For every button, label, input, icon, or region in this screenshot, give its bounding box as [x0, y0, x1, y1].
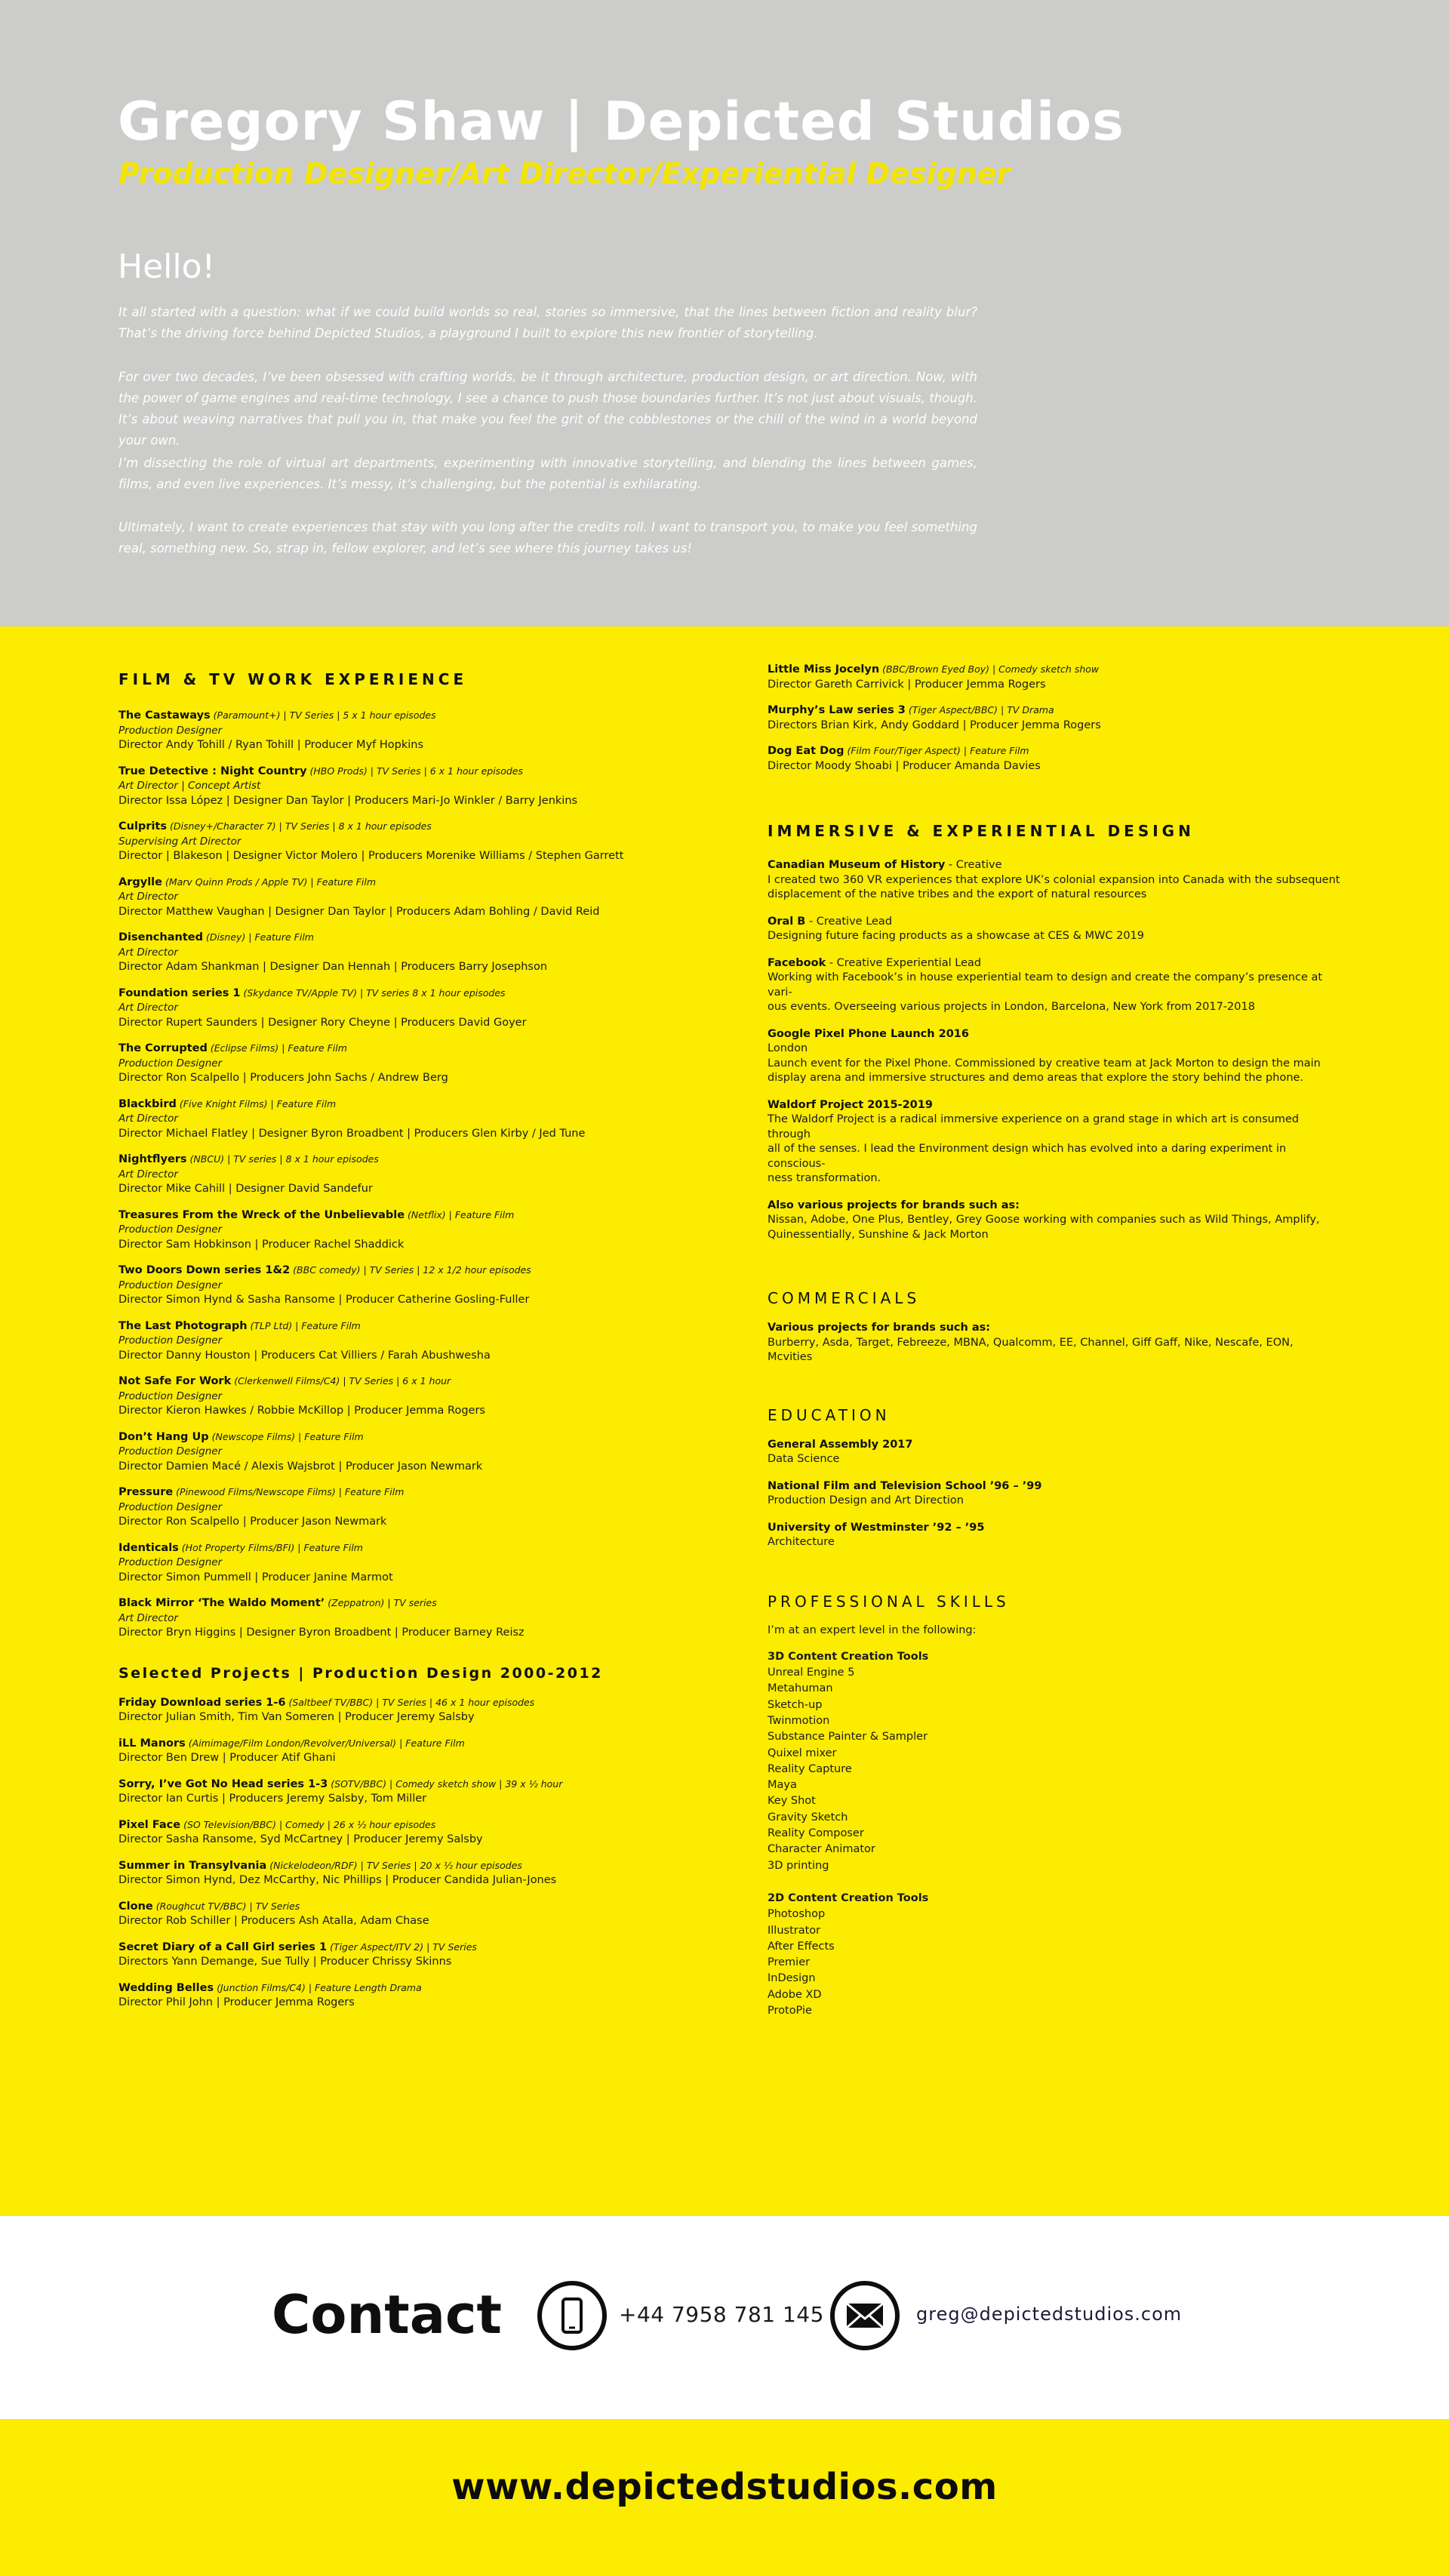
info-line: I created two 360 VR experiences that explore UK’s colonial expansion into Canada with the subsequent [768, 873, 1340, 886]
credit-meta: (Disney) | [202, 931, 255, 943]
credit-title: Wedding Belles [118, 1981, 214, 1994]
credit-heading [118, 1858, 722, 1874]
credit-title: Little Miss Jocelyn [768, 663, 880, 676]
info-line: Production Design and Art Direction [768, 1494, 964, 1507]
info-subtitle: - Creative Lead [805, 915, 893, 928]
credit-people: Director Adam Shankman | Designer Dan Hennah | Producers Barry Josephson [118, 961, 548, 973]
credit-entry [768, 743, 1341, 774]
credit-format: Feature Film [454, 1208, 515, 1220]
credit-title: Identicals [118, 1541, 179, 1554]
skill-item: 3D printing [768, 1859, 829, 1872]
credit-role: Art Director | Concept Artist [118, 780, 261, 792]
credit-format: Feature Film [304, 1430, 364, 1442]
section-title-selected: Selected Projects | Production Design 2000-2012 [118, 1664, 603, 1682]
info-heading [768, 956, 1341, 971]
credit-format: (BBC/Brown Eyed Boy) | Comedy sketch show [882, 663, 1100, 675]
credit-entry [118, 1777, 722, 1807]
immersive-list [768, 858, 1341, 1242]
credit-format: TV series | 8 x 1 hour episodes [233, 1153, 379, 1165]
info-line: Working with Facebook’s in house experiential team to design and create the company’s presence at vari- [768, 971, 1323, 999]
section-title-immersive: IMMERSIVE & EXPERIENTIAL DESIGN [768, 822, 1195, 840]
credit-role: Production Designer [118, 1334, 223, 1346]
credit-meta: (Pinewood Films/Newscope Films) | [173, 1486, 345, 1497]
credit-entry [118, 1596, 722, 1641]
skill-item: Photoshop [768, 1908, 826, 1921]
credit-entry [118, 1097, 722, 1142]
info-title: University of Westminster ’92 – ’95 [768, 1521, 985, 1534]
info-line: Launch event for the Pixel Phone. Commissioned by creative team at Jack Morton to design the main [768, 1057, 1321, 1069]
right-column [768, 662, 1341, 2036]
credit-entry [118, 1899, 722, 1929]
credit-people: Director Kieron Hawkes / Robbie McKillop | Producer Jemma Rogers [118, 1405, 485, 1417]
credit-entry [118, 986, 722, 1031]
credit-heading [118, 1736, 722, 1752]
credit-title: Pressure [118, 1486, 174, 1498]
credit-format: (Junction Films/C4) | Feature Length Drama [217, 1981, 422, 1993]
credit-title: Murphy’s Law series 3 [768, 704, 906, 716]
info-subtitle: - Creative Experiential Lead [826, 956, 982, 969]
credit-people: Director Ian Curtis | Producers Jeremy Salsby, Tom Miller [118, 1793, 427, 1805]
credit-format: TV Series | 5 x 1 hour episodes [289, 709, 436, 721]
credit-title: Secret Diary of a Call Girl series 1 [118, 1940, 328, 1953]
info-title: Facebook [768, 956, 826, 969]
skill-item: Sketch-up [768, 1698, 823, 1711]
hero-header [0, 0, 1449, 626]
skill-item: Metahuman [768, 1682, 833, 1695]
credit-format: (Film Four/Tiger Aspect) | Feature Film [847, 745, 1029, 756]
credit-format: Feature Film [344, 1486, 405, 1497]
credit-heading [118, 1817, 722, 1833]
credit-heading [118, 819, 722, 835]
credit-entry [768, 662, 1341, 692]
info-line: Burberry, Asda, Target, Febreeze, MBNA, Qualcomm, EE, Channel, Giff Gaff, Nike, Nescafe, EON, Mcvities [768, 1336, 1294, 1363]
credit-entry [118, 1940, 722, 1970]
credit-format: TV Series | 6 x 1 hour [349, 1375, 451, 1386]
credit-entry [118, 1540, 722, 1586]
info-line: Designing future facing products as a showcase at CES & MWC 2019 [768, 930, 1145, 942]
credit-title: Clone [118, 1900, 153, 1913]
info-entry [768, 1521, 1341, 1550]
credit-heading [768, 743, 1341, 759]
info-title: Waldorf Project 2015-2019 [768, 1098, 933, 1111]
credit-format: TV series [393, 1597, 437, 1608]
credit-heading [118, 986, 722, 1002]
credit-entry [118, 1041, 722, 1086]
credit-title: Dog Eat Dog [768, 745, 844, 757]
credit-entry [118, 819, 722, 864]
skill-item: Reality Composer [768, 1827, 864, 1840]
credit-heading [118, 1263, 722, 1279]
phone-number-link[interactable]: +44 7958 781 145 [619, 2302, 824, 2327]
credit-people: Director Matthew Vaughan | Designer Dan Taylor | Producers Adam Bohling / David Reid [118, 905, 600, 918]
credit-title: Disenchanted [118, 931, 203, 943]
credit-format: (Roughcut TV/BBC) | TV Series [155, 1900, 300, 1912]
credit-people: Director Issa López | Designer Dan Taylor | Producers Mari-Jo Winkler / Barry Jenkins [118, 794, 578, 807]
credit-people: Director Danny Houston | Producers Cat Villiers / Farah Abushwesha [118, 1349, 491, 1362]
credit-format: (Nickelodeon/RDF) | TV Series | 20 x ½ hour episodes [269, 1859, 522, 1871]
intro-paragraph: I’m dissecting the role of virtual art departments, experimenting with innovative storytelling, and blending the lines between games, films, and even live experiences. It’s messy, it’s challenging, but the potential is exhilarating. [118, 456, 977, 491]
credit-meta: (Marv Quinn Prods / Apple TV) | [162, 876, 317, 888]
info-heading [768, 1521, 1341, 1536]
credit-meta: (Five Knight Films) | [176, 1097, 277, 1109]
email-link[interactable]: greg@depictedstudios.com [916, 2304, 1183, 2325]
info-line: displacement of the native tribes and the export of natural resources [768, 888, 1147, 900]
skill-item: Gravity Sketch [768, 1811, 848, 1824]
credit-people: Director Phil John | Producer Jemma Rogers [118, 1996, 355, 2008]
credit-role: Production Designer [118, 1445, 223, 1457]
credit-entry [118, 1430, 722, 1475]
info-entry [768, 1098, 1341, 1186]
credit-entry [118, 875, 722, 920]
credit-format: Feature Film [303, 1541, 363, 1553]
credit-format: Feature Film [254, 931, 314, 943]
credit-people: Director Andy Tohill / Ryan Tohill | Producer Myf Hopkins [118, 739, 424, 751]
credit-title: The Corrupted [118, 1042, 208, 1054]
credit-people: Director Sam Hobkinson | Producer Rachel Shaddick [118, 1238, 405, 1251]
credit-title: The Castaways [118, 709, 211, 722]
credit-meta: (NBCU) | [186, 1153, 234, 1165]
skill-group [768, 1891, 1341, 2019]
selected-projects-list [118, 1695, 722, 2011]
info-line: display arena and immersive structures and demo areas that explore the story behind the phone. [768, 1072, 1304, 1084]
credit-role: Production Designer [118, 1556, 223, 1568]
credit-title: Not Safe For Work [118, 1375, 232, 1387]
credit-title: Argylle [118, 876, 162, 888]
credit-heading [118, 1319, 722, 1334]
credit-people: Director Ron Scalpello | Producers John Sachs / Andrew Berg [118, 1072, 448, 1084]
credit-heading [118, 764, 722, 780]
credit-entry [768, 703, 1341, 733]
skills-intro: I’m at an expert level in the following: [768, 1623, 977, 1636]
skill-item: Substance Painter & Sampler [768, 1731, 928, 1743]
credit-role: Art Director [118, 891, 178, 903]
credit-title: Culprits [118, 820, 167, 833]
skill-group [768, 1649, 1341, 1874]
credit-role: Art Director [118, 1113, 178, 1125]
info-heading [768, 915, 1341, 930]
section-title-commercials: COMMERCIALS [768, 1289, 921, 1307]
section-title-skills: PROFESSIONAL SKILLS [768, 1592, 1010, 1611]
credit-people: Director Ben Drew | Producer Atif Ghani [118, 1752, 336, 1764]
credit-title: True Detective : Night Country [118, 765, 307, 777]
credit-people: Director Simon Hynd & Sasha Ransome | Producer Catherine Gosling-Fuller [118, 1294, 530, 1306]
credit-people: Director Bryn Higgins | Designer Byron Broadbent | Producer Barney Reisz [118, 1627, 525, 1639]
phone-icon [537, 2281, 607, 2350]
info-line: all of the senses. I lead the Environment design which has evolved into a daring experiment in conscious- [768, 1143, 1287, 1170]
credit-heading [118, 1374, 722, 1390]
credit-title: Nightflyers [118, 1153, 187, 1165]
credit-title: Friday Download series 1-6 [118, 1696, 286, 1709]
credit-entry [118, 1374, 722, 1419]
credit-people: Director Michael Flatley | Designer Byron Broadbent | Producers Glen Kirby / Jed Tune [118, 1127, 586, 1140]
credit-role: Production Designer [118, 1390, 223, 1402]
credit-heading [118, 1596, 722, 1611]
credit-meta: (Disney+/Character 7) | [167, 820, 285, 832]
greeting-heading: Hello! [118, 248, 216, 286]
credit-role: Production Designer [118, 1223, 223, 1236]
credit-meta: (BBC comedy) | TV Series | 12 x 1/2 hour episodes [290, 1264, 531, 1276]
footer [0, 2419, 1449, 2576]
info-entry [768, 1027, 1341, 1086]
info-heading [768, 1199, 1341, 1214]
credit-meta: (Newscope Films) | [208, 1430, 305, 1442]
credit-title: iLL Manors [118, 1737, 186, 1750]
info-heading [768, 858, 1341, 873]
credit-format: Feature Film [276, 1097, 337, 1109]
credit-people: Director Sasha Ransome, Syd McCartney | Producer Jeremy Salsby [118, 1833, 483, 1845]
intro-paragraph: For over two decades, I’ve been obsessed with crafting worlds, be it through architecture, production design, or art direction. Now, with the power of game engines and real-time technology, I see a chance to push those boundaries further. It’s not just about visuals, though. It’s about weaving narratives that pull you in, that make you feel the grit of the cobblestones or the chill of the wind in a world beyond your own. [118, 370, 977, 448]
credit-entry [118, 764, 722, 809]
credit-role: Production Designer [118, 724, 223, 737]
credit-meta: (Hot Property Films/BFI) | [178, 1541, 304, 1553]
credit-heading [118, 1041, 722, 1057]
credit-meta: (Netflix) | [405, 1208, 455, 1220]
credit-heading [118, 1777, 722, 1793]
credit-entry [118, 1695, 722, 1725]
info-title: National Film and Television School ’96 – ’99 [768, 1479, 1042, 1492]
skills-list [768, 1649, 1341, 2020]
credit-title: Black Mirror ‘The Waldo Moment’ [118, 1597, 325, 1609]
credit-heading [118, 1899, 722, 1915]
credit-people: Director Gareth Carrivick | Producer Jemma Rogers [768, 678, 1046, 691]
info-entry [768, 858, 1341, 903]
credit-entry [118, 1263, 722, 1308]
credit-title: Sorry, I’ve Got No Head series 1-3 [118, 1777, 328, 1790]
credit-role: Art Director [118, 1168, 178, 1180]
skill-group-title: 3D Content Creation Tools [768, 1650, 929, 1663]
section-title-film-tv: FILM & TV WORK EXPERIENCE [118, 670, 468, 688]
credit-people: Director Damien Macé / Alexis Wajsbrot | Producer Jason Newmark [118, 1460, 483, 1473]
info-title: General Assembly 2017 [768, 1438, 913, 1451]
skill-item: Key Shot [768, 1795, 816, 1808]
info-entry [768, 1199, 1341, 1243]
contact-heading: Contact [272, 2284, 502, 2346]
credit-entry [118, 1319, 722, 1364]
credit-title: Blackbird [118, 1097, 177, 1110]
info-line: Data Science [768, 1453, 840, 1465]
credit-meta: (Paramount+) | [210, 709, 290, 721]
credit-people: Director Simon Hynd, Dez McCarthy, Nic Phillips | Producer Candida Julian-Jones [118, 1874, 557, 1886]
credit-entry [118, 708, 722, 753]
info-line: The Waldorf Project is a radical immersive experience on a grand stage in which art is consumed through [768, 1113, 1300, 1140]
credit-format: (Aimimage/Film London/Revolver/Universal) | Feature Film [188, 1737, 465, 1749]
credit-title: Summer in Transylvania [118, 1859, 267, 1872]
credit-format: TV Series | 46 x 1 hour episodes [382, 1696, 535, 1708]
credit-format: (Tiger Aspect/ITV 2) | TV Series [330, 1940, 477, 1953]
skill-item: Adobe XD [768, 1988, 822, 2001]
info-heading [768, 1479, 1341, 1494]
skill-item: Character Animator [768, 1843, 875, 1856]
credit-role: Art Director [118, 946, 178, 959]
mail-icon [830, 2281, 900, 2350]
info-entry [768, 915, 1341, 944]
info-title: Also various projects for brands such as: [768, 1199, 1020, 1211]
credit-role: Production Designer [118, 1279, 223, 1291]
credit-heading [118, 930, 722, 946]
info-entry [768, 1479, 1341, 1509]
info-heading [768, 1027, 1341, 1042]
info-line: London [768, 1042, 808, 1054]
info-heading [768, 1438, 1341, 1453]
info-subtitle: - Creative [945, 859, 1002, 871]
credit-entry [118, 1208, 722, 1253]
film-tv-list [118, 708, 722, 1641]
credit-format: Feature Film [288, 1042, 347, 1054]
credit-people: Directors Yann Demange, Sue Tully | Producer Chrissy Skinns [118, 1956, 452, 1968]
skill-item: Quixel mixer [768, 1747, 837, 1759]
credit-entry [118, 1817, 722, 1848]
credit-role: Art Director [118, 1002, 178, 1014]
info-title: Canadian Museum of History [768, 859, 946, 871]
credit-meta: (TLP Ltd) | Feature Film [247, 1319, 361, 1331]
info-line: ness transformation. [768, 1172, 881, 1184]
credit-people: Director | Blakeson | Designer Victor Molero | Producers Morenike Williams / Stephen Garrett [118, 850, 624, 862]
credit-people: Director Julian Smith, Tim Van Someren | Producer Jeremy Salsby [118, 1711, 475, 1723]
info-title: Various projects for brands such as: [768, 1322, 991, 1334]
info-heading [768, 1098, 1341, 1113]
credit-meta: (SOTV/BBC) | [328, 1777, 396, 1790]
credit-people: Director Mike Cahill | Designer David Sandefur [118, 1183, 373, 1195]
credit-heading [768, 662, 1341, 678]
credit-entry [118, 930, 722, 975]
info-title: Oral B [768, 915, 806, 928]
credit-role: Art Director [118, 1611, 178, 1624]
credit-people: Director Moody Shoabi | Producer Amanda Davies [768, 759, 1041, 772]
credit-heading [118, 1430, 722, 1445]
skill-item: Maya [768, 1779, 797, 1792]
credit-title: Foundation series 1 [118, 986, 241, 999]
credit-format: (Tiger Aspect/BBC) | TV Drama [908, 704, 1054, 716]
credit-title: Treasures From the Wreck of the Unbelievable [118, 1208, 405, 1221]
info-entry [768, 1321, 1341, 1365]
credit-meta: (Clerkenwell Films/C4) | [231, 1375, 349, 1386]
credit-people: Directors Brian Kirk, Andy Goddard | Producer Jemma Rogers [768, 719, 1101, 731]
credit-role: Supervising Art Director [118, 835, 242, 848]
skill-item: Reality Capture [768, 1762, 852, 1775]
selected-projects-continued [768, 662, 1341, 774]
credit-heading [118, 875, 722, 891]
info-line: Quinessentially, Sunshine & Jack Morton [768, 1228, 989, 1241]
page-title: Gregory Shaw | Depicted Studios [118, 91, 1124, 152]
credit-format: TV series 8 x 1 hour episodes [366, 986, 506, 999]
credit-heading [118, 1485, 722, 1500]
skill-item: Illustrator [768, 1924, 821, 1937]
credit-role: Production Designer [118, 1500, 223, 1513]
credit-format: Comedy sketch show | 39 x ½ hour [395, 1777, 563, 1790]
left-column [118, 670, 722, 2021]
info-entry [768, 956, 1341, 1015]
credit-heading [118, 1980, 722, 1996]
credit-heading [118, 708, 722, 724]
credit-heading [118, 1097, 722, 1113]
education-list [768, 1438, 1341, 1550]
skill-item: Twinmotion [768, 1714, 830, 1727]
website-link[interactable]: www.depictedstudios.com [451, 2466, 998, 2508]
info-entry [768, 1438, 1341, 1467]
credit-format: TV Series | 6 x 1 hour episodes [377, 765, 523, 777]
credit-title: Pixel Face [118, 1818, 181, 1831]
commercials-list [768, 1321, 1341, 1365]
credit-entry [118, 1152, 722, 1197]
credit-entry [118, 1980, 722, 2011]
job-title: Production Designer/Art Director/Experiential Designer [118, 157, 1011, 190]
credit-meta: (Zeppatron) | [325, 1597, 394, 1608]
info-line: ous events. Overseeing various projects in London, Barcelona, New York from 2017-2018 [768, 1001, 1255, 1013]
info-heading [768, 1321, 1341, 1336]
credit-title: Two Doors Down series 1&2 [118, 1264, 291, 1276]
credit-heading [118, 1540, 722, 1556]
credit-entry [118, 1485, 722, 1530]
credit-heading [768, 703, 1341, 719]
credit-entry [118, 1858, 722, 1888]
contact-section [0, 2216, 1449, 2419]
credit-role: Production Designer [118, 1057, 223, 1069]
credit-format: TV Series | 8 x 1 hour episodes [285, 820, 432, 832]
credit-entry [118, 1736, 722, 1766]
credit-heading [118, 1695, 722, 1711]
credit-people: Director Simon Pummell | Producer Janine Marmot [118, 1571, 393, 1583]
credit-heading [118, 1152, 722, 1168]
intro-paragraph: Ultimately, I want to create experiences that stay with you long after the credits roll. I want to transport you, to make you feel something real, something new. So, strap in, fellow explorer, and let’s see where this journey takes us! [118, 520, 977, 556]
skill-item: Unreal Engine 5 [768, 1667, 855, 1679]
credit-title: The Last Photograph [118, 1319, 248, 1332]
section-title-education: EDUCATION [768, 1405, 891, 1424]
credit-meta: (Eclipse Films) | [207, 1042, 288, 1054]
credit-title: Don’t Hang Up [118, 1430, 209, 1443]
info-title: Google Pixel Phone Launch 2016 [768, 1027, 969, 1040]
credit-people: Director Ron Scalpello | Producer Jason Newmark [118, 1516, 387, 1528]
skill-item: After Effects [768, 1940, 835, 1953]
skill-item: InDesign [768, 1972, 816, 1985]
skill-item: Premier [768, 1956, 811, 1969]
resume-body [0, 626, 1449, 2216]
info-line: Nissan, Adobe, One Plus, Bentley, Grey Goose working with companies such as Wild Things, Amplify, [768, 1214, 1320, 1226]
intro-paragraph: It all started with a question: what if we could build worlds so real, stories so immersive, that the lines between fiction and reality blur? That’s the driving force behind Depicted Studios, a playground I built to explore this new frontier of storytelling. [118, 305, 977, 340]
skill-group-title: 2D Content Creation Tools [768, 1891, 929, 1904]
credit-format: (SO Television/BBC) | Comedy | 26 x ½ hour episodes [183, 1818, 436, 1830]
credit-meta: (Saltbeef TV/BBC) | [285, 1696, 383, 1708]
credit-meta: (HBO Prods) | [306, 765, 377, 777]
credit-people: Director Rob Schiller | Producers Ash Atalla, Adam Chase [118, 1915, 429, 1927]
credit-people: Director Rupert Saunders | Designer Rory Cheyne | Producers David Goyer [118, 1016, 527, 1029]
skill-item: ProtoPie [768, 2005, 812, 2017]
info-line: Architecture [768, 1536, 835, 1548]
credit-meta: (Skydance TV/Apple TV) | [240, 986, 367, 999]
credit-heading [118, 1208, 722, 1223]
credit-format: Feature Film [316, 876, 377, 888]
credit-heading [118, 1940, 722, 1956]
